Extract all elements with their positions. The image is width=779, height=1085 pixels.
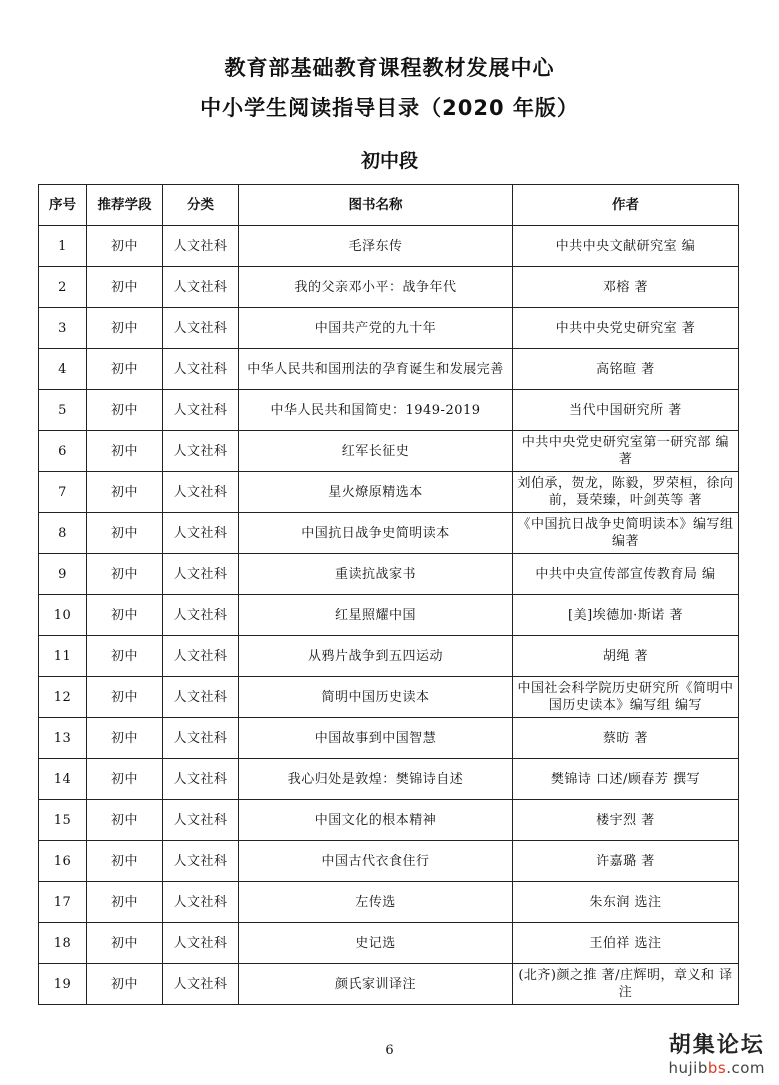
cell-stage: 初中 xyxy=(87,390,163,431)
cell-category: 人文社科 xyxy=(163,882,239,923)
cell-book-title: 中国文化的根本精神 xyxy=(239,800,513,841)
cell-category: 人文社科 xyxy=(163,718,239,759)
cell-book-title: 红星照耀中国 xyxy=(239,595,513,636)
cell-category: 人文社科 xyxy=(163,677,239,718)
cell-number: 9 xyxy=(39,554,87,595)
cell-category: 人文社科 xyxy=(163,636,239,677)
table-row xyxy=(39,718,739,759)
cell-category: 人文社科 xyxy=(163,308,239,349)
cell-number: 1 xyxy=(39,226,87,267)
table-row xyxy=(39,226,739,267)
cell-book-title: 中国共产党的九十年 xyxy=(239,308,513,349)
cell-book-title: 毛泽东传 xyxy=(239,226,513,267)
cell-author: 中国社会科学院历史研究所《简明中国历史读本》编写组 编写 xyxy=(513,677,739,718)
cell-number: 4 xyxy=(39,349,87,390)
cell-book-title: 中华人民共和国简史：1949-2019 xyxy=(239,390,513,431)
cell-category: 人文社科 xyxy=(163,554,239,595)
cell-author: 朱东润 选注 xyxy=(513,882,739,923)
cell-stage: 初中 xyxy=(87,964,163,1005)
cell-stage: 初中 xyxy=(87,841,163,882)
cell-book-title: 中国抗日战争史简明读本 xyxy=(239,513,513,554)
cell-category: 人文社科 xyxy=(163,390,239,431)
watermark-url-prefix: hujib xyxy=(668,1059,708,1077)
cell-stage: 初中 xyxy=(87,595,163,636)
cell-author: 当代中国研究所 著 xyxy=(513,390,739,431)
cell-book-title: 史记选 xyxy=(239,923,513,964)
page-number: 6 xyxy=(385,1043,394,1058)
cell-category: 人文社科 xyxy=(163,841,239,882)
cell-number: 11 xyxy=(39,636,87,677)
cell-author: 中共中央党史研究室第一研究部 编著 xyxy=(513,431,739,472)
cell-stage: 初中 xyxy=(87,431,163,472)
cell-stage: 初中 xyxy=(87,226,163,267)
cell-number: 17 xyxy=(39,882,87,923)
cell-book-title: 中国古代衣食住行 xyxy=(239,841,513,882)
cell-book-title: 中华人民共和国刑法的孕育诞生和发展完善 xyxy=(239,349,513,390)
watermark-url xyxy=(668,1059,765,1077)
table-row xyxy=(39,308,739,349)
cell-stage: 初中 xyxy=(87,636,163,677)
cell-number: 5 xyxy=(39,390,87,431)
table-row xyxy=(39,554,739,595)
cell-number: 12 xyxy=(39,677,87,718)
reading-list-table xyxy=(38,184,739,1005)
cell-book-title: 红军长征史 xyxy=(239,431,513,472)
table-row xyxy=(39,267,739,308)
cell-book-title: 星火燎原精选本 xyxy=(239,472,513,513)
cell-number: 14 xyxy=(39,759,87,800)
cell-number: 15 xyxy=(39,800,87,841)
cell-number: 19 xyxy=(39,964,87,1005)
cell-book-title: 我的父亲邓小平：战争年代 xyxy=(239,267,513,308)
cell-author: 蔡昉 著 xyxy=(513,718,739,759)
cell-author: 高铭暄 著 xyxy=(513,349,739,390)
table-row xyxy=(39,595,739,636)
cell-author: [美]埃德加·斯诺 著 xyxy=(513,595,739,636)
cell-number: 18 xyxy=(39,923,87,964)
site-watermark xyxy=(668,1028,765,1077)
column-header-stage: 推荐学段 xyxy=(87,185,163,226)
cell-category: 人文社科 xyxy=(163,800,239,841)
cell-author: 《中国抗日战争史简明读本》编写组 编著 xyxy=(513,513,739,554)
cell-book-title: 重读抗战家书 xyxy=(239,554,513,595)
cell-category: 人文社科 xyxy=(163,226,239,267)
cell-author: 楼宇烈 著 xyxy=(513,800,739,841)
cell-category: 人文社科 xyxy=(163,349,239,390)
cell-stage: 初中 xyxy=(87,513,163,554)
cell-stage: 初中 xyxy=(87,923,163,964)
cell-stage: 初中 xyxy=(87,554,163,595)
cell-category: 人文社科 xyxy=(163,431,239,472)
table-row xyxy=(39,636,739,677)
watermark-url-accent: bs xyxy=(707,1059,727,1077)
cell-category: 人文社科 xyxy=(163,595,239,636)
cell-book-title: 我心归处是敦煌：樊锦诗自述 xyxy=(239,759,513,800)
cell-author: 中共中央宣传部宣传教育局 编 xyxy=(513,554,739,595)
cell-author: 中共中央文献研究室 编 xyxy=(513,226,739,267)
cell-number: 2 xyxy=(39,267,87,308)
cell-number: 3 xyxy=(39,308,87,349)
cell-stage: 初中 xyxy=(87,718,163,759)
cell-number: 7 xyxy=(39,472,87,513)
cell-author: 王伯祥 选注 xyxy=(513,923,739,964)
cell-number: 10 xyxy=(39,595,87,636)
table-row xyxy=(39,349,739,390)
cell-number: 8 xyxy=(39,513,87,554)
cell-category: 人文社科 xyxy=(163,964,239,1005)
table-row xyxy=(39,800,739,841)
table-row xyxy=(39,677,739,718)
cell-author: (北齐)颜之推 著/庄辉明，章义和 译注 xyxy=(513,964,739,1005)
cell-stage: 初中 xyxy=(87,800,163,841)
cell-stage: 初中 xyxy=(87,759,163,800)
table-row xyxy=(39,964,739,1005)
cell-number: 13 xyxy=(39,718,87,759)
column-header-author: 作者 xyxy=(513,185,739,226)
cell-author: 邓榕 著 xyxy=(513,267,739,308)
document-title-line2: 中小学生阅读指导目录（2020 年版） xyxy=(200,96,579,120)
cell-number: 16 xyxy=(39,841,87,882)
document-title-line1: 教育部基础教育课程教材发展中心 xyxy=(224,56,555,80)
cell-stage: 初中 xyxy=(87,308,163,349)
column-header-number: 序号 xyxy=(39,185,87,226)
cell-stage: 初中 xyxy=(87,882,163,923)
table-row xyxy=(39,390,739,431)
watermark-name: 胡集论坛 xyxy=(668,1033,765,1058)
cell-category: 人文社科 xyxy=(163,513,239,554)
column-header-category: 分类 xyxy=(163,185,239,226)
cell-stage: 初中 xyxy=(87,267,163,308)
cell-stage: 初中 xyxy=(87,349,163,390)
cell-book-title: 从鸦片战争到五四运动 xyxy=(239,636,513,677)
cell-book-title: 左传选 xyxy=(239,882,513,923)
cell-author: 樊锦诗 口述/顾春芳 撰写 xyxy=(513,759,739,800)
cell-category: 人文社科 xyxy=(163,923,239,964)
table-row xyxy=(39,923,739,964)
cell-author: 胡绳 著 xyxy=(513,636,739,677)
watermark-url-suffix: .com xyxy=(726,1059,765,1077)
table-row xyxy=(39,841,739,882)
column-header-title: 图书名称 xyxy=(239,185,513,226)
table-row xyxy=(39,431,739,472)
cell-category: 人文社科 xyxy=(163,472,239,513)
cell-book-title: 中国故事到中国智慧 xyxy=(239,718,513,759)
table-body xyxy=(39,226,739,1005)
cell-category: 人文社科 xyxy=(163,267,239,308)
cell-author: 刘伯承，贺龙，陈毅，罗荣桓，徐向前，聂荣臻，叶剑英等 著 xyxy=(513,472,739,513)
cell-stage: 初中 xyxy=(87,677,163,718)
cell-stage: 初中 xyxy=(87,472,163,513)
cell-book-title: 简明中国历史读本 xyxy=(239,677,513,718)
table-row xyxy=(39,882,739,923)
table-row xyxy=(39,472,739,513)
cell-author: 许嘉璐 著 xyxy=(513,841,739,882)
table-row xyxy=(39,759,739,800)
cell-book-title: 颜氏家训译注 xyxy=(239,964,513,1005)
cell-author: 中共中央党史研究室 著 xyxy=(513,308,739,349)
cell-number: 6 xyxy=(39,431,87,472)
cell-category: 人文社科 xyxy=(163,759,239,800)
section-heading: 初中段 xyxy=(360,150,418,172)
table-header-row xyxy=(39,185,739,226)
table-row xyxy=(39,513,739,554)
